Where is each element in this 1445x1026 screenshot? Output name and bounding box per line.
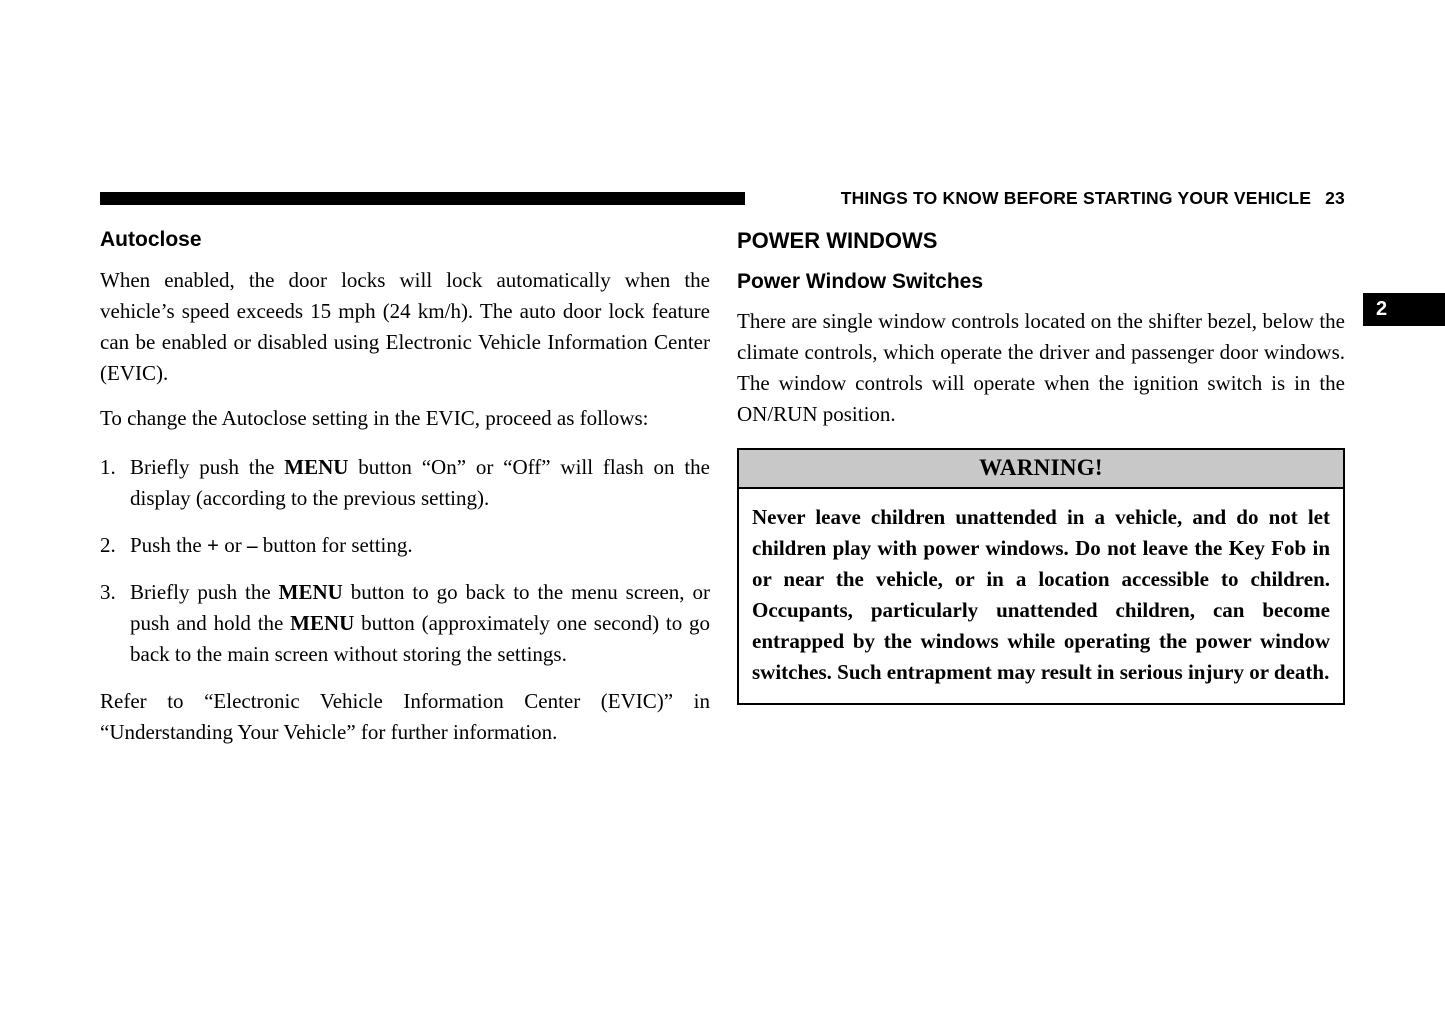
step-text-part: or [218, 533, 247, 557]
step-text-part-bold: MENU [284, 455, 349, 479]
heading-autoclose: Autoclose [100, 228, 202, 251]
right-column [737, 228, 1345, 762]
running-header-title: THINGS TO KNOW BEFORE STARTING YOUR VEHICLE [840, 188, 1312, 208]
section-tab [1363, 293, 1445, 326]
section-tab-label: 2 [1376, 298, 1388, 320]
step-text [130, 577, 710, 670]
step-text-part: button for setting. [257, 533, 413, 557]
warning-body-text: Never leave children unattended in a vehicle, and do not let children play with power windows. Do not leave the Key Fob in or near the vehicle, or in a location accessible to children. Occupants, particularly unattended children, can become entrapped by the windows while operating the power window switches. Such entrapment may result in serious injury or death. [752, 505, 1330, 684]
left-column [100, 228, 710, 762]
autoclose-steps-list [100, 452, 710, 670]
power-windows-paragraph: There are single window controls located on the shifter bezel, below the climate controls, which operate the driver and passenger door windows. The window controls will operate when the ignition switch is in the ON/RUN position. [737, 309, 1345, 426]
step-number: 1. [100, 455, 116, 479]
page-number: 23 [1325, 188, 1345, 208]
step-item-1 [100, 452, 710, 514]
running-header [100, 188, 1345, 209]
step-item-2 [100, 530, 710, 561]
warning-title: WARNING! [739, 450, 1343, 489]
heading-power-window-switches: Power Window Switches [737, 270, 984, 293]
step-text [130, 530, 710, 561]
two-column-layout [100, 228, 1345, 762]
step-text-part-bold: MENU [278, 580, 343, 604]
step-text-part-bold: – [246, 533, 258, 557]
step-item-3 [100, 577, 710, 670]
step-text-part: Push the [130, 533, 208, 557]
step-text-part: Briefly push the [130, 580, 279, 604]
step-number: 2. [100, 533, 116, 557]
step-text-part: button “On” or “Off” will flash on the display (according to the previous setting). [130, 455, 710, 510]
autoclose-paragraph-2: To change the Autoclose setting in the EVIC, proceed as follows: [100, 406, 649, 430]
step-text-part: button to go back to the menu screen, or push and hold the [130, 580, 710, 635]
autoclose-paragraph-3: Refer to “Electronic Vehicle Information Center (EVIC)” in “Understanding Your Vehicle” for further information. [100, 689, 710, 744]
warning-box [737, 448, 1345, 705]
header-rule [100, 192, 745, 205]
running-header-text [745, 188, 1345, 209]
step-text-part-bold: MENU [290, 611, 355, 635]
autoclose-paragraph-1: When enabled, the door locks will lock automatically when the vehicle’s speed exceeds 15 mph (24 km/h). The auto door lock feature can be enabled or disabled using Electronic Vehicle Information Center (EVIC). [100, 268, 710, 385]
step-text-part-bold: + [207, 533, 219, 557]
step-text [130, 452, 710, 514]
step-text-part: button (approximately one second) to go back to the main screen without storing the settings. [130, 611, 710, 666]
heading-power-windows: POWER WINDOWS [737, 228, 938, 253]
step-number: 3. [100, 580, 116, 604]
step-text-part: Briefly push the [130, 455, 285, 479]
